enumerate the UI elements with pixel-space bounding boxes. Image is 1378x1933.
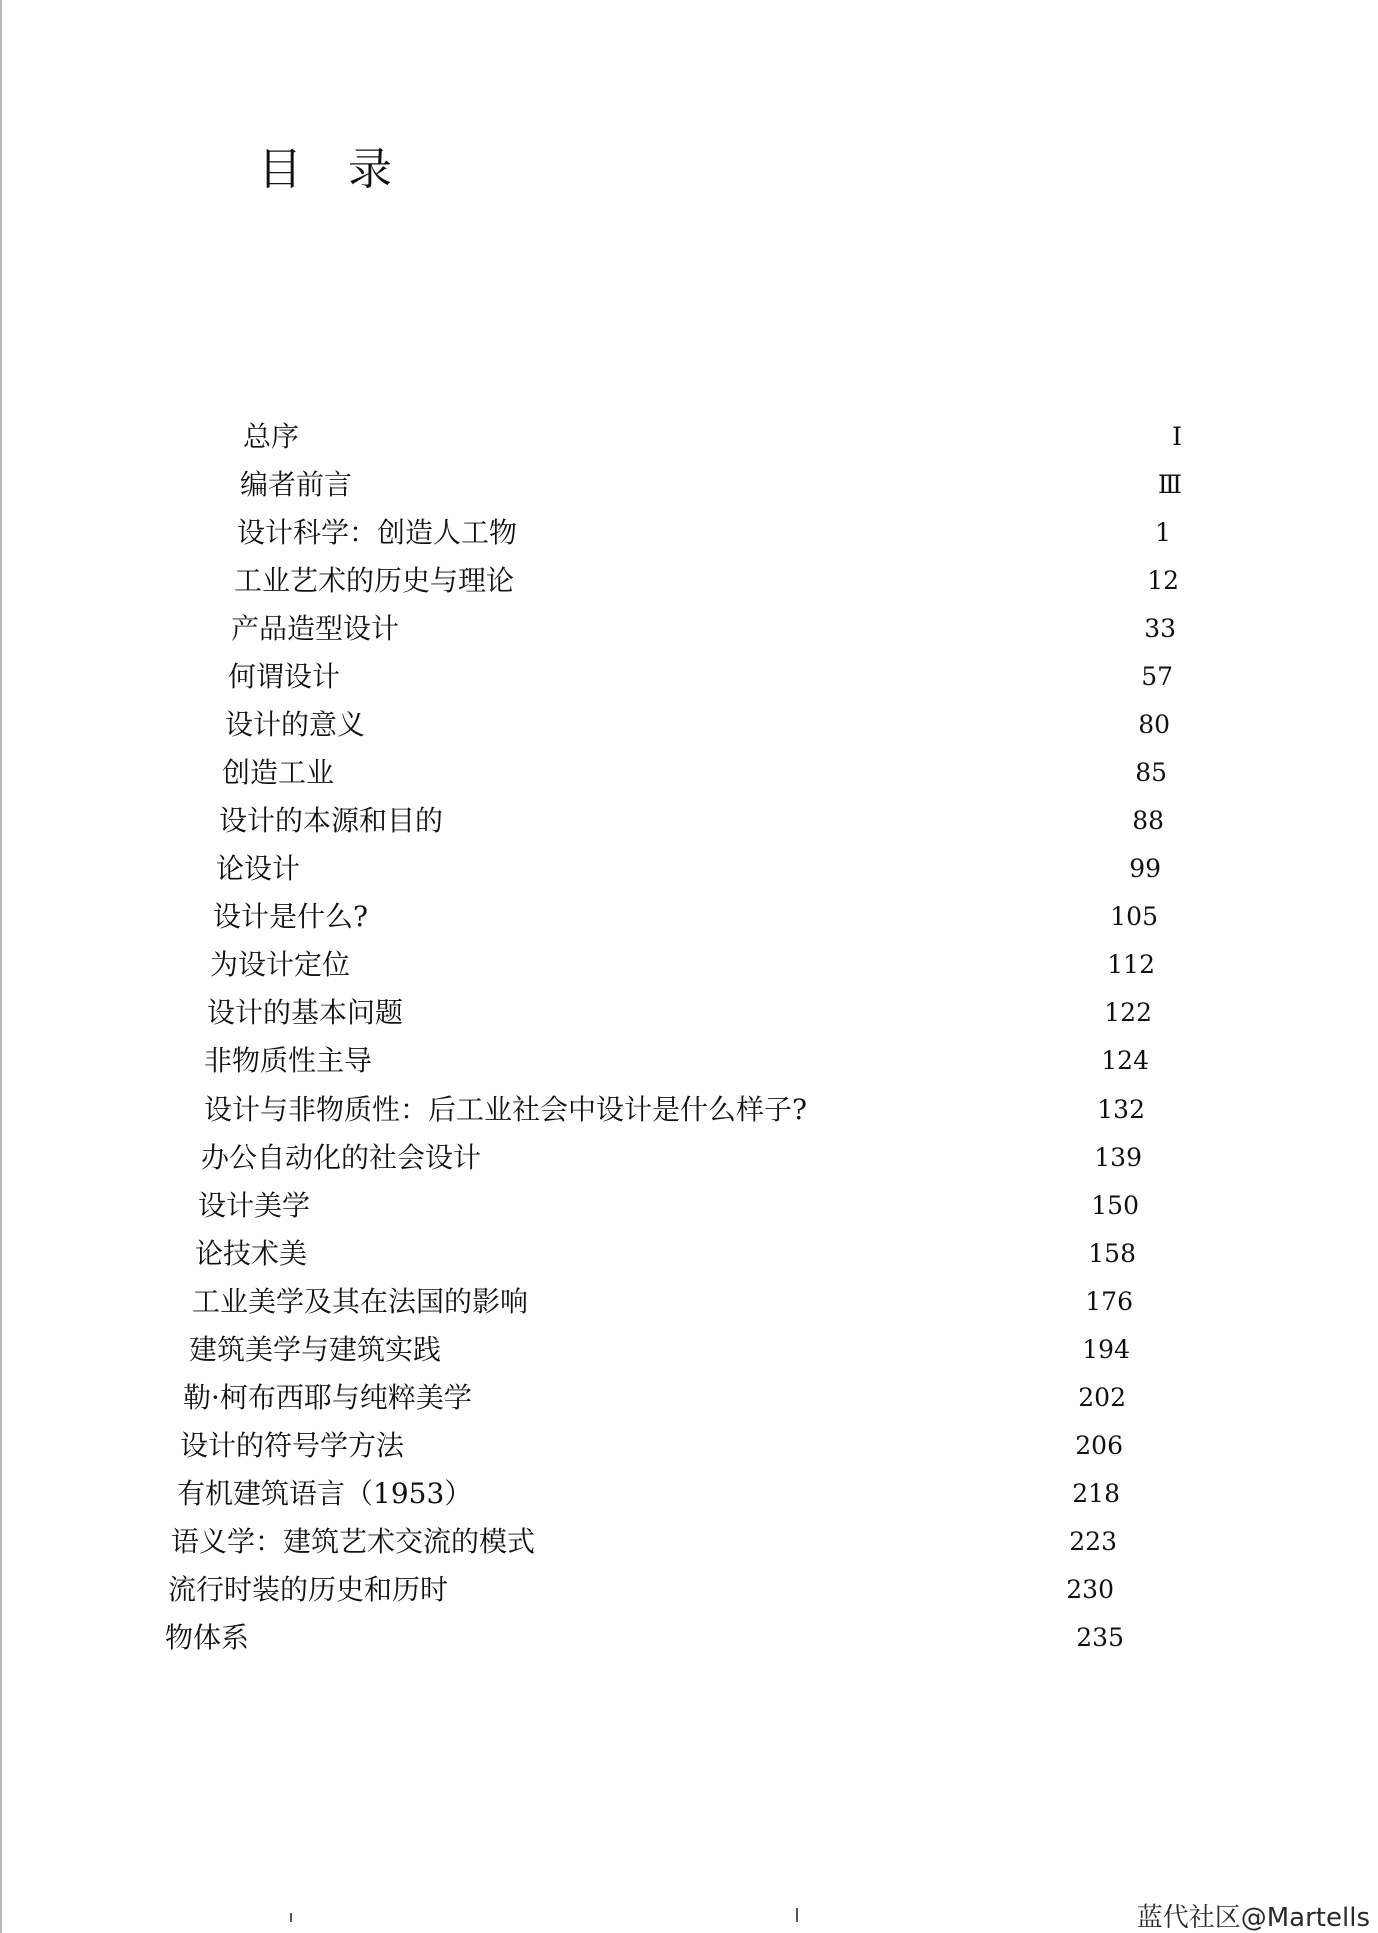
entry-page-number: 158 [1088,1239,1136,1268]
entry-page-number: 223 [1069,1527,1117,1556]
entry-page-number: 80 [1138,710,1170,739]
entry-page-number: 218 [1072,1479,1120,1508]
entry-title: 非物质性主导 [204,1044,373,1077]
entry-title: 建筑美学与建筑实践 [189,1333,442,1366]
entry-title: 总序 [243,420,300,453]
entry-title: 勒·柯布西耶与纯粹美学 [183,1381,472,1414]
page-title: 目 录 [258,144,408,195]
entry-title: 设计科学：创造人工物 [237,516,518,549]
entry-title: 论设计 [216,852,301,885]
entry-page-number: 112 [1107,950,1155,979]
entry-page-number: 230 [1066,1575,1114,1604]
entry-title: 设计美学 [198,1189,311,1222]
entry-page-number: 1 [1155,518,1171,547]
entry-title: 设计是什么? [213,900,369,933]
entry-page-number: 88 [1132,806,1164,835]
entry-page-number: 176 [1085,1287,1133,1316]
entry-page-number: 57 [1141,662,1173,691]
entry-title: 工业美学及其在法国的影响 [192,1285,529,1318]
entry-title: 语义学：建筑艺术交流的模式 [171,1525,536,1558]
entry-page-number: 124 [1101,1046,1149,1075]
entry-page-number: 33 [1144,614,1176,643]
entry-title: 办公自动化的社会设计 [201,1141,482,1174]
scan-mark [290,1913,292,1922]
entry-title: 编者前言 [240,468,353,501]
entry-page-number: I [1172,422,1182,451]
entry-title: 何谓设计 [228,660,341,693]
entry-page-number: Ⅲ [1157,470,1182,499]
entry-page-number: 105 [1110,902,1158,931]
entry-title: 设计的本源和目的 [219,804,444,837]
entry-page-number: 150 [1091,1191,1139,1220]
entry-page-number: 12 [1147,566,1179,595]
scan-mark [796,1908,798,1922]
entry-title: 物体系 [165,1621,250,1654]
entry-title: 产品造型设计 [231,612,400,645]
entry-title: 创造工业 [222,756,335,789]
entry-page-number: 202 [1078,1383,1126,1412]
entry-page-number: 132 [1097,1095,1145,1124]
entry-title: 论技术美 [195,1237,308,1270]
entry-page-number: 99 [1129,854,1161,883]
entry-title: 流行时装的历史和历时 [168,1573,449,1606]
entry-page-number: 206 [1075,1431,1123,1460]
entry-title: 为设计定位 [210,948,351,981]
entry-page-number: 139 [1094,1143,1142,1172]
entry-title: 设计的基本问题 [207,996,404,1029]
entry-title: 有机建筑语言（1953） [177,1477,473,1510]
entry-title: 设计的符号学方法 [180,1429,405,1462]
entry-title: 工业艺术的历史与理论 [234,564,515,597]
entry-title: 设计的意义 [225,708,366,741]
watermark: 蓝代社区@Martells [1136,1903,1370,1933]
entry-page-number: 122 [1104,998,1152,1027]
entry-title: 设计与非物质性：后工业社会中设计是什么样子? [204,1093,808,1126]
entry-page-number: 235 [1076,1623,1124,1652]
entry-page-number: 85 [1135,758,1167,787]
entry-page-number: 194 [1082,1335,1130,1364]
